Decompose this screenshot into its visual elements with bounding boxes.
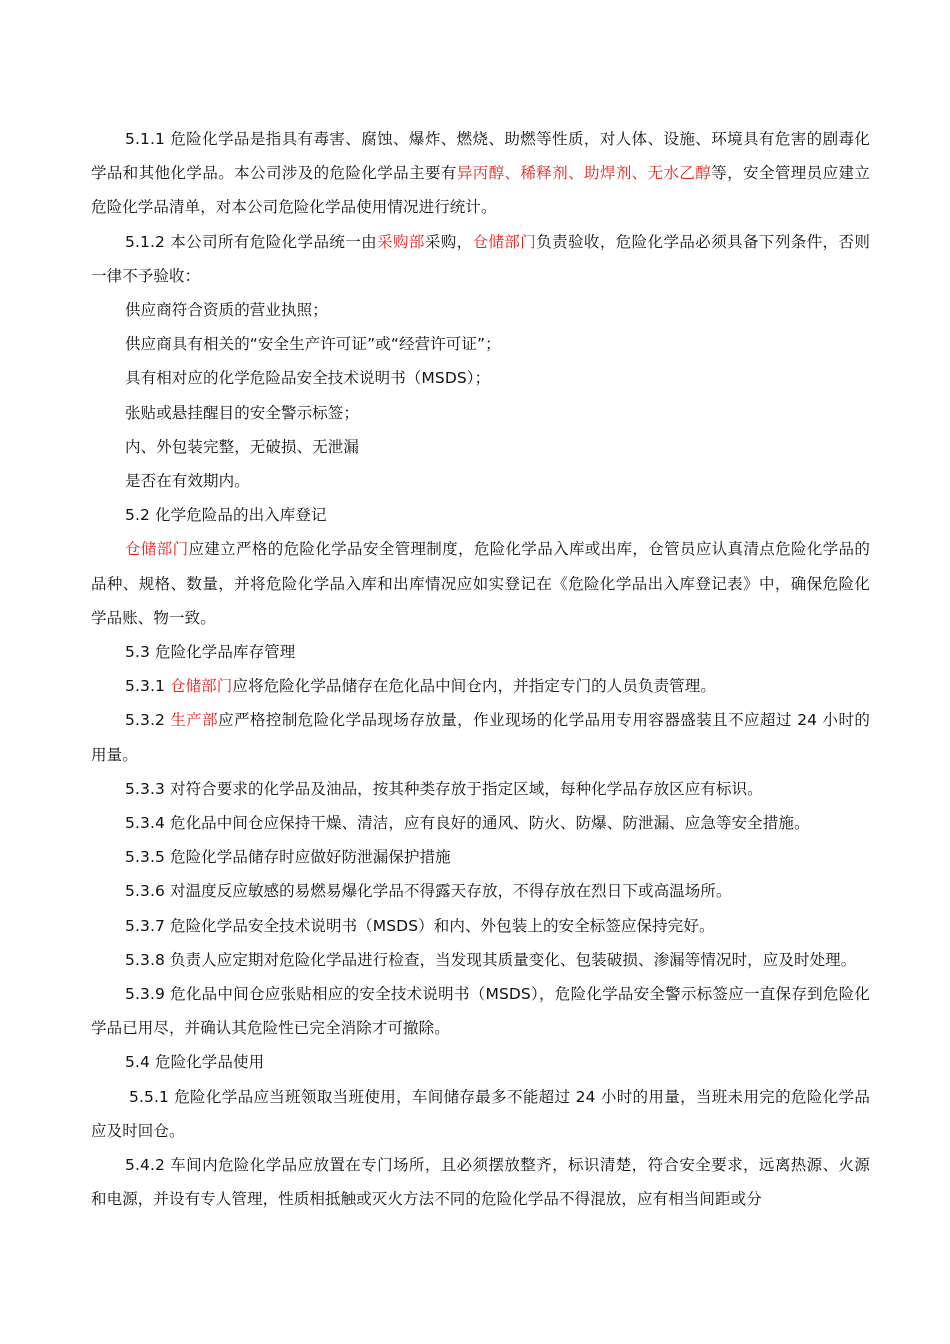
para-5-3-9: 5.3.9 危化品中间仓应张贴相应的安全技术说明书（MSDS），危险化学品安全警示标签应一直保存到危险化学品已用尽，并确认其危险性已完全消除才可撤除。 — [91, 985, 870, 1038]
section-heading-5-4: 5.4 危险化学品使用 — [125, 1053, 265, 1072]
section-heading-5-3: 5.3 危险化学品库存管理 — [125, 643, 296, 662]
para-5-4-2: 5.4.2 车间内危险化学品应放置在专门场所，且必须摆放整齐，标识清楚，符合安全要求，远离热源、火源和电源，并设有专人管理，性质相抵触或灭火方法不同的危险化学品不得混放，应有相当间距或分 — [91, 1156, 870, 1209]
requirement-item: 具有相对应的化学危险品安全技术说明书（MSDS）； — [125, 369, 491, 388]
highlight-purchasing-dept: 采购部 — [377, 232, 425, 251]
para-5-3-6: 5.3.6 对温度反应敏感的易燃易爆化学品不得露天存放，不得存放在烈日下或高温场所。 — [125, 882, 732, 901]
requirement-item: 是否在有效期内。 — [125, 472, 250, 491]
text: 5.3.2 — [125, 711, 171, 730]
text: 负责验收，危险化学品必须具备下列条件，否则一律不予验收： — [91, 232, 870, 285]
para-5-2 — [91, 532, 870, 635]
para-5-3-4: 5.3.4 危化品中间仓应保持干燥、清洁，应有良好的通风、防火、防爆、防泄漏、应急等安全措施。 — [125, 814, 810, 833]
highlight-warehouse-dept: 仓储部门 — [169, 677, 233, 696]
text: 5.1.2 本公司所有危险化学品统一由 — [125, 232, 378, 251]
para-5-3-8: 5.3.8 负责人应定期对危险化学品进行检查，当发现其质量变化、包装破损、渗漏等情况时，应及时处理。 — [125, 950, 857, 969]
text: 应将危险化学品储存在危化品中间仓内，并指定专门的人员负责管理。 — [232, 677, 716, 696]
para-5-3-3: 5.3.3 对符合要求的化学品及油品，按其种类存放于指定区域，每种化学品存放区应有标识。 — [125, 779, 763, 798]
requirement-item: 张贴或悬挂醒目的安全警示标签； — [125, 403, 360, 422]
requirement-item: 供应商具有相关的“安全生产许可证”或“经营许可证”； — [125, 335, 501, 354]
highlight-warehouse-dept: 仓储部门 — [472, 232, 537, 251]
text: 5.1.1 危险化学品是指具有毒害、腐蚀、爆炸、燃烧、助燃等性质，对人体、设施、环境具有危害的剧毒化学品和其他化学品。本公司涉及的危险化学品主要有 — [91, 130, 870, 183]
text: 5.3.1 — [125, 677, 170, 696]
text: 等，安全管理员应建立危险化学品清单，对本公司危险化学品使用情况进行统计。 — [91, 164, 870, 217]
text: 采购， — [424, 232, 473, 251]
para-5-1-1 — [91, 122, 870, 225]
text: 应严格控制危险化学品现场存放量，作业现场的化学品用专用容器盛装且不应超过 24 小时的用量。 — [91, 711, 870, 764]
section-heading-5-2: 5.2 化学危险品的出入库登记 — [125, 506, 327, 525]
highlight-warehouse-dept: 仓储部门 — [125, 540, 189, 559]
para-5-3-2 — [91, 703, 870, 771]
para-5-5-1: 5.5.1 危险化学品应当班领取当班使用，车间储存最多不能超过 24 小时的用量，当班未用完的危险化学品应及时回仓。 — [91, 1087, 870, 1140]
requirement-item: 供应商符合资质的营业执照； — [125, 301, 328, 320]
requirement-item: 内、外包装完整，无破损、无泄漏 — [125, 437, 360, 456]
highlight-production-dept: 生产部 — [170, 711, 219, 730]
highlight-chemicals: 异丙醇、稀释剂、助焊剂、无水乙醇 — [456, 164, 712, 183]
para-5-3-1 — [91, 669, 870, 703]
para-5-1-2 — [91, 225, 870, 293]
para-5-3-5: 5.3.5 危险化学品储存时应做好防泄漏保护措施 — [125, 848, 451, 867]
text: 应建立严格的危险化学品安全管理制度，危险化学品入库或出库，仓管员应认真清点危险化学品的品种、规格、数量，并将危险化学品入库和出库情况应如实登记在《危险化学品出入库登记表》中，确保危险化学品账、物一致。 — [91, 540, 870, 627]
para-5-3-7: 5.3.7 危险化学品安全技术说明书（MSDS）和内、外包装上的安全标签应保持完好。 — [125, 916, 715, 935]
